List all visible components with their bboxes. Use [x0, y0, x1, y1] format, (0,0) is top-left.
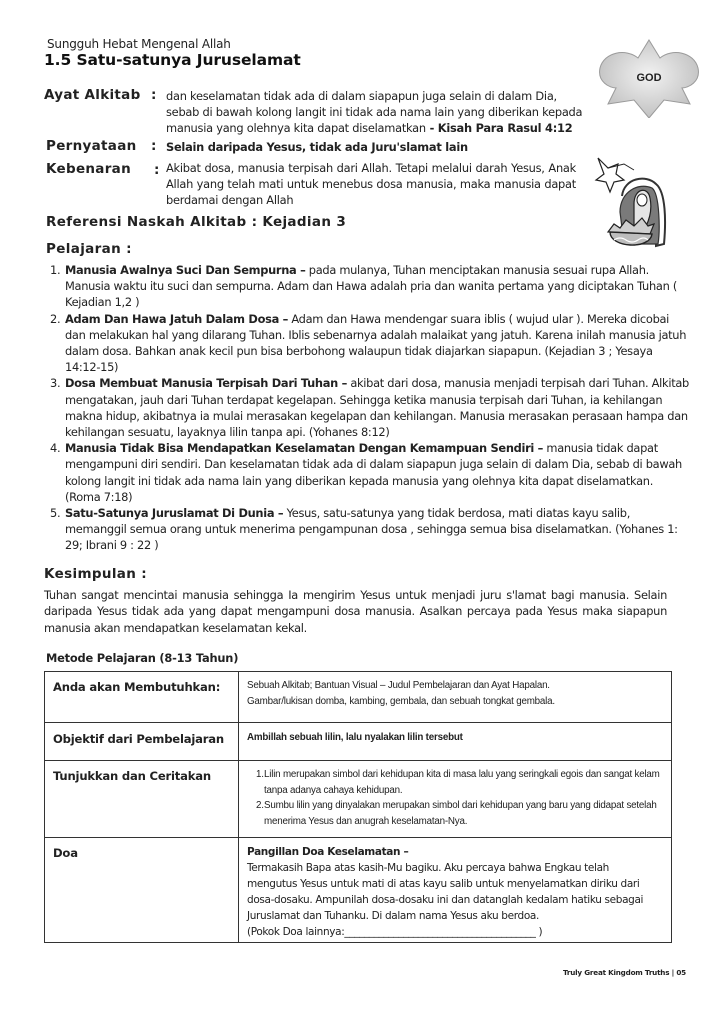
lesson-text: pada mulanya, Tuhan menciptakan manusia sesuai rupa Allah. Manusia waktu itu suci dan sempurna. Adam dan Hawa adalah pria dan wanita pertama yang diciptakan Tuhan ( Kejadian 1,2 ) — [65, 263, 677, 310]
method-key: Tunjukkan dan Ceritakan — [45, 761, 239, 838]
lesson-text: akibat dari dosa, manusia menjadi terpisah dari Tuhan. Alkitab mengatakan, jauh dari Tuhan terdapat kegelapan. Sehingga ketika manusia terpisah dari Tuhan, ia kehilangan makna hidup, akibatnya ia mulai merasakan kegelapan dan kehilangan. Manusia merasakan perasaan hampa dan kehilangan sesuatu, layaknya lilin tanpa api. (Yohanes 8:12) — [65, 376, 689, 440]
step-item — [247, 767, 663, 798]
kebenaran-label: Kebenaran — [46, 161, 131, 177]
step-number: 1. — [256, 769, 264, 780]
step-text: Sumbu lilin yang dinyalakan merupakan simbol dari kehidupan yang baru yang didapat setelah menerima Yesus dan anugrah keselamatan-Nya. — [264, 800, 657, 827]
lesson-title: Manusia Awalnya Suci Dan Sempurna – — [65, 263, 306, 277]
pernyataan-colon: : — [151, 138, 157, 154]
lessons-list — [50, 262, 690, 554]
step-text: Lilin merupakan simbol dari kehidupan kita di masa lalu yang seringkali egois dan sangat kelam tanpa adanya cahaya kehidupan. — [264, 769, 660, 796]
god-star-badge — [594, 38, 704, 118]
objective-text: Ambillah sebuah lilin, lalu nyalakan lilin tersebut — [247, 732, 463, 743]
prayer-other-blank: (Pokok Doa lainnya:_______________________________________ ) — [247, 926, 543, 939]
lesson-title: Adam Dan Hawa Jatuh Dalam Dosa – — [65, 311, 289, 326]
needs-line: Sebuah Alkitab; Bantuan Visual – Judul Pembelajaran dan Ayat Hapalan. — [247, 680, 550, 691]
method-row-objective — [45, 723, 672, 761]
scripture-reference: Referensi Naskah Alkitab : Kejadian 3 — [46, 214, 347, 230]
prayer-text: Termakasih Bapa atas kasih-Mu bagiku. Aku percaya bahwa Engkau telah mengutus Yesus untuk mati di atas kayu salib untuk menyelamatkan diriku dari dosa-dosaku. Ampunilah dosa-dosaku ini dan datanglah kedalam hatiku sebagai Juruslamat dan Tuhanku. Di dalam nama Yesus aku berdoa. — [247, 862, 644, 923]
pernyataan-label: Pernyataan — [46, 138, 137, 154]
method-row-needs — [45, 672, 672, 723]
lesson-item — [50, 440, 690, 505]
lesson-title: 1.5 Satu-satunya Juruselamat — [44, 51, 301, 69]
step-item — [247, 798, 663, 829]
lesson-number: 2. — [50, 311, 61, 326]
lesson-number: 5. — [50, 506, 61, 521]
method-key: Doa — [45, 838, 239, 943]
ayat-line: sebab di bawah kolong langit ini tidak ada nama lain yang diberikan kepada — [166, 105, 583, 119]
method-row-show-tell — [45, 761, 672, 838]
lesson-item — [50, 262, 690, 311]
lesson-title: Satu-Satunya Juruslamat Di Dunia – — [65, 506, 284, 521]
ayat-line: manusia yang olehnya kita dapat diselamatkan — [166, 121, 426, 135]
ayat-label: Ayat Alkitab — [44, 87, 141, 103]
pernyataan-text: Selain daripada Yesus, tidak ada Juru'slamat lain — [166, 140, 468, 154]
method-row-prayer — [45, 838, 672, 943]
lesson-item — [50, 311, 690, 376]
conclusion-heading: Kesimpulan : — [44, 566, 148, 582]
lesson-number: 1. — [50, 263, 61, 277]
method-value — [239, 672, 672, 723]
method-key: Anda akan Membutuhkan: — [45, 672, 239, 723]
lesson-number: 3. — [50, 376, 61, 391]
lesson-text: manusia tidak dapat mengampuni diri sendiri. Dan keselamatan tidak ada di dalam siapapun juga selain di dalam Dia, sebab di bawah kolong langit ini tidak ada nama lain yang diberikan kepada manusia yang olehnya kita dapat diselamatkan. (Roma 7:18) — [65, 441, 682, 504]
lessons-heading: Pelajaran : — [46, 241, 132, 257]
conclusion-text: Tuhan sangat mencintai manusia sehingga Ia mengirim Yesus untuk menjadi juru s'lamat bagi manusia. Selain daripada Yesus tidak ada yang dapat mengampuni dosa manusia. Asalkan percaya pada Yesus maka siapapun manusia akan mendapatkan keselamatan kekal. — [44, 588, 667, 635]
method-table — [44, 671, 672, 943]
kebenaran-text: Akibat dosa, manusia terpisah dari Allah. Tetapi melalui darah Yesus, Anak Allah yang telah mati untuk menebus dosa manusia, maka manusia dapat berdamai dengan Allah — [166, 161, 576, 207]
step-number: 2. — [256, 800, 264, 811]
kebenaran-colon: : — [154, 162, 160, 178]
method-value — [239, 723, 672, 761]
nativity-illustration — [594, 152, 680, 256]
lesson-title: Manusia Tidak Bisa Mendapatkan Keselamatan Dengan Kemampuan Sendiri – — [65, 441, 544, 456]
method-title: Metode Pelajaran (8-13 Tahun) — [46, 651, 239, 665]
needs-line: Gambar/lukisan domba, kambing, gembala, dan sebuah tongkat gembala. — [247, 695, 555, 707]
method-key: Objektif dari Pembelajaran — [45, 723, 239, 761]
god-label: GOD — [636, 72, 662, 84]
ayat-reference: - Kisah Para Rasul 4:12 — [425, 121, 573, 135]
lesson-item — [50, 505, 690, 554]
ayat-colon: : — [151, 87, 157, 103]
ayat-text — [166, 88, 606, 136]
show-tell-steps — [247, 767, 663, 829]
lesson-number: 4. — [50, 441, 61, 456]
method-value — [239, 761, 672, 838]
nativity-icon — [594, 152, 680, 256]
page-footer: Truly Great Kingdom Truths | 05 — [563, 968, 686, 977]
method-value — [239, 838, 672, 943]
lesson-text: Adam dan Hawa mendengar suara iblis ( wujud ular ). Mereka dicobai dan melakukan hal yang dilarang Tuhan. Iblis sebenarnya adalah malaikat yang jatuh. Karena inilah manusia jatuh dalam dosa. Bahkan anak kecil pun bisa berbohong walaupun tidak diajarkan siapapun. (Kejadian 3 ; Yesaya 14:12-15) — [65, 311, 687, 375]
lesson-title: Dosa Membuat Manusia Terpisah Dari Tuhan – — [65, 376, 347, 391]
lesson-text: Yesus, satu-satunya yang tidak berdosa, mati diatas kayu salib, memanggil semua orang untuk menerima pengampunan dosa , sehingga semua bisa diselamatkan. (Yohanes 1: 29; Ibrani 9 : 22 ) — [65, 506, 678, 553]
lesson-item — [50, 375, 690, 440]
ayat-line: dan keselamatan tidak ada di dalam siapapun juga selain di dalam Dia, — [166, 89, 557, 103]
prayer-title: Pangillan Doa Keselamatan – — [247, 846, 409, 858]
book-subtitle: Sungguh Hebat Mengenal Allah — [47, 37, 231, 51]
